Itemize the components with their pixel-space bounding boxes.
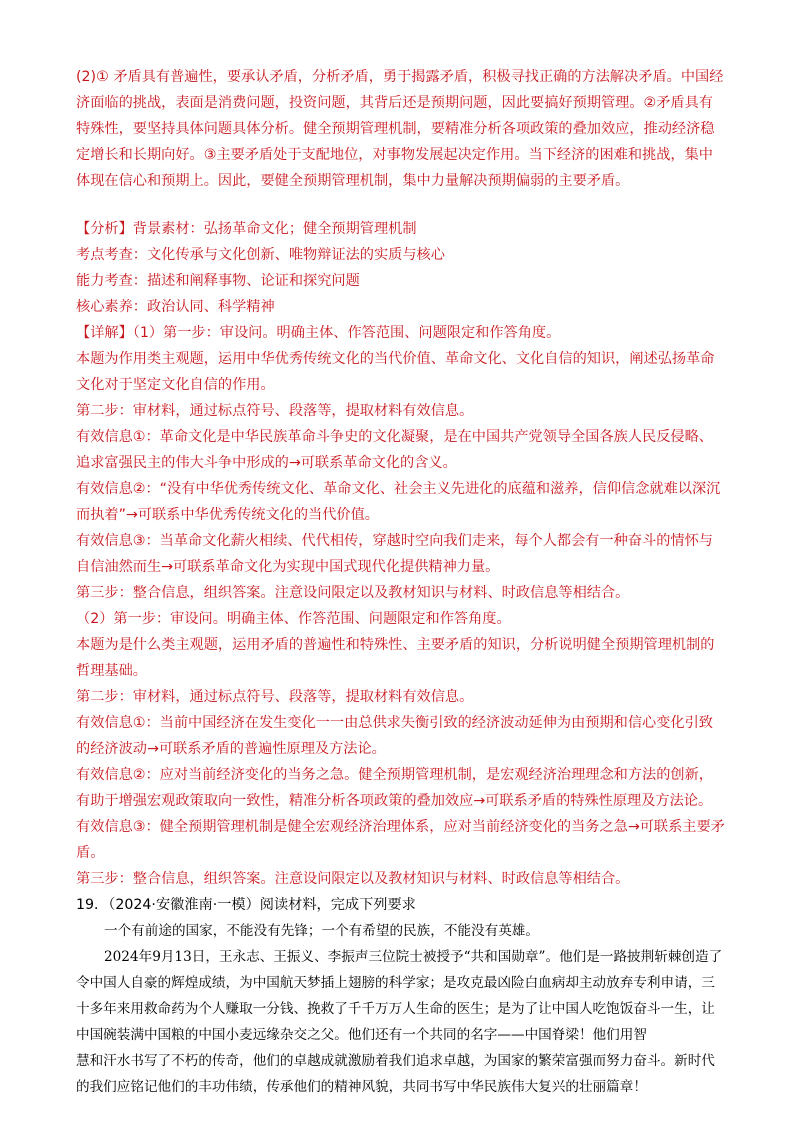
detail-q2-info2: 有效信息②：应对当前经济变化的当务之急。健全预期管理机制，是宏观经济治理理念和方法的创新，有助于增强宏观政策取向一致性，精准分析各项政策的叠加效应→可联系矛盾的特殊性原理及方法论。 <box>76 767 713 809</box>
analysis-core-literacy: 核心素养：政治认同、科学精神 <box>76 299 275 315</box>
detail-q2-type: 本题为是什么类主观题，运用矛盾的普遍性和特殊性、主要矛盾的知识，分析说明健全预期管理机制的哲理基础。 <box>76 637 715 679</box>
question-19-material-3: 慧和汗水书写了不朽的传奇，他们的卓越成就激励着我们追求卓越，为国家的繁荣富强而努力奋斗。新时代的我们应铭记他们的丰功伟绩，传承他们的精神风貌，共同书写中华民族伟大复兴的壮丽篇章！ <box>76 1053 715 1095</box>
question-19-material-2: 2024年9月13日，王永志、王振义、李振声三位院士被授予“共和国勋章”。他们是一路披荆斩棘创造了令中国人自豪的辉煌成绩，为中国航天梦插上翅膀的科学家；是攻克最凶险白血病却主动放弃专利申请，三十多年来用救命药为个人赚取一分钱、挽救了千千万万人生命的医生；是为了让中国人吃饱饭奋斗一生，让中国碗装满中国粮的中国小麦远缘杂交之父。他们还有一个共同的名字——中国脊梁！他们用智 <box>76 949 723 1043</box>
detail-q2-info3: 有效信息③：健全预期管理机制是健全宏观经济治理体系，应对当前经济变化的当务之急→可联系主要矛盾。 <box>76 819 725 861</box>
detail-step1-q1: 【详解】（1）第一步：审设问。明确主体、作答范围、问题限定和作答角度。 <box>76 325 561 341</box>
detail-step3-q2: 第三步：整合信息，组织答案。注意设问限定以及教材知识与材料、时政信息等相结合。 <box>76 871 630 887</box>
answer-2-paragraph: (2)① 矛盾具有普遍性，要承认矛盾，分析矛盾，勇于揭露矛盾，积极寻找正确的方法解决矛盾。中国经济面临的挑战，表面是消费问题，投资问题，其背后还是预期问题，因此要搞好预期管理。②矛盾具有特殊性，要坚持具体问题具体分析。健全预期管理机制，要精准分析各项政策的叠加效应，推动经济稳定增长和长期向好。③主要矛盾处于支配地位，对事物发展起决定作用。当下经济的困难和挑战，集中体现在信心和预期上。因此，要健全预期管理机制，集中力量解决预期偏弱的主要矛盾。 <box>76 69 724 189</box>
detail-q1-info1: 有效信息①：革命文化是中华民族革命斗争史的文化凝聚，是在中国共产党领导全国各族人民反侵略、追求富强民主的伟大斗争中形成的→可联系革命文化的含义。 <box>76 429 713 471</box>
detail-q1-info2: 有效信息②：“没有中华优秀传统文化、革命文化、社会主义先进化的底蕴和滋养，信仰信念就难以深沉而执着”→可联系中华优秀传统文化的当代价值。 <box>76 481 721 523</box>
detail-q1-info3: 有效信息③：当革命文化薪火相续、代代相传，穿越时空向我们走来，每个人都会有一种奋斗的情怀与自信油然而生→可联系革命文化为实现中国式现代化提供精神力量。 <box>76 533 713 575</box>
analysis-background: 【分析】背景素材：弘扬革命文化；健全预期管理机制 <box>76 221 417 237</box>
detail-step3-q1: 第三步：整合信息，组织答案。注意设问限定以及教材知识与材料、时政信息等相结合。 <box>76 585 630 601</box>
detail-q1-type: 本题为作用类主观题，运用中华优秀传统文化的当代价值、革命文化、文化自信的知识，阐述弘扬革命文化对于坚定文化自信的作用。 <box>76 351 715 393</box>
analysis-ability: 能力考查：描述和阐释事物、论证和探究问题 <box>76 273 360 289</box>
detail-q2-info1: 有效信息①：当前中国经济在发生变化一一由总供求失衡引致的经济波动延伸为由预期和信心变化引致的经济波动→可联系矛盾的普遍性原理及方法论。 <box>76 715 713 757</box>
question-19-header: 19．（2024·安徽淮南·一模）阅读材料，完成下列要求 <box>76 897 416 913</box>
detail-step2-q2: 第二步：审材料，通过标点符号、段落等，提取材料有效信息。 <box>76 689 474 705</box>
detail-step2-q1: 第二步：审材料，通过标点符号、段落等，提取材料有效信息。 <box>76 403 474 419</box>
detail-step1-q2: （2）第一步：审设问。明确主体、作答范围、问题限定和作答角度。 <box>76 611 511 627</box>
analysis-knowledge-points: 考点考查：文化传承与文化创新、唯物辩证法的实质与核心 <box>76 247 445 263</box>
question-19-material-1: 一个有前途的国家，不能没有先锋；一个有希望的民族，不能没有英雄。 <box>104 923 539 939</box>
